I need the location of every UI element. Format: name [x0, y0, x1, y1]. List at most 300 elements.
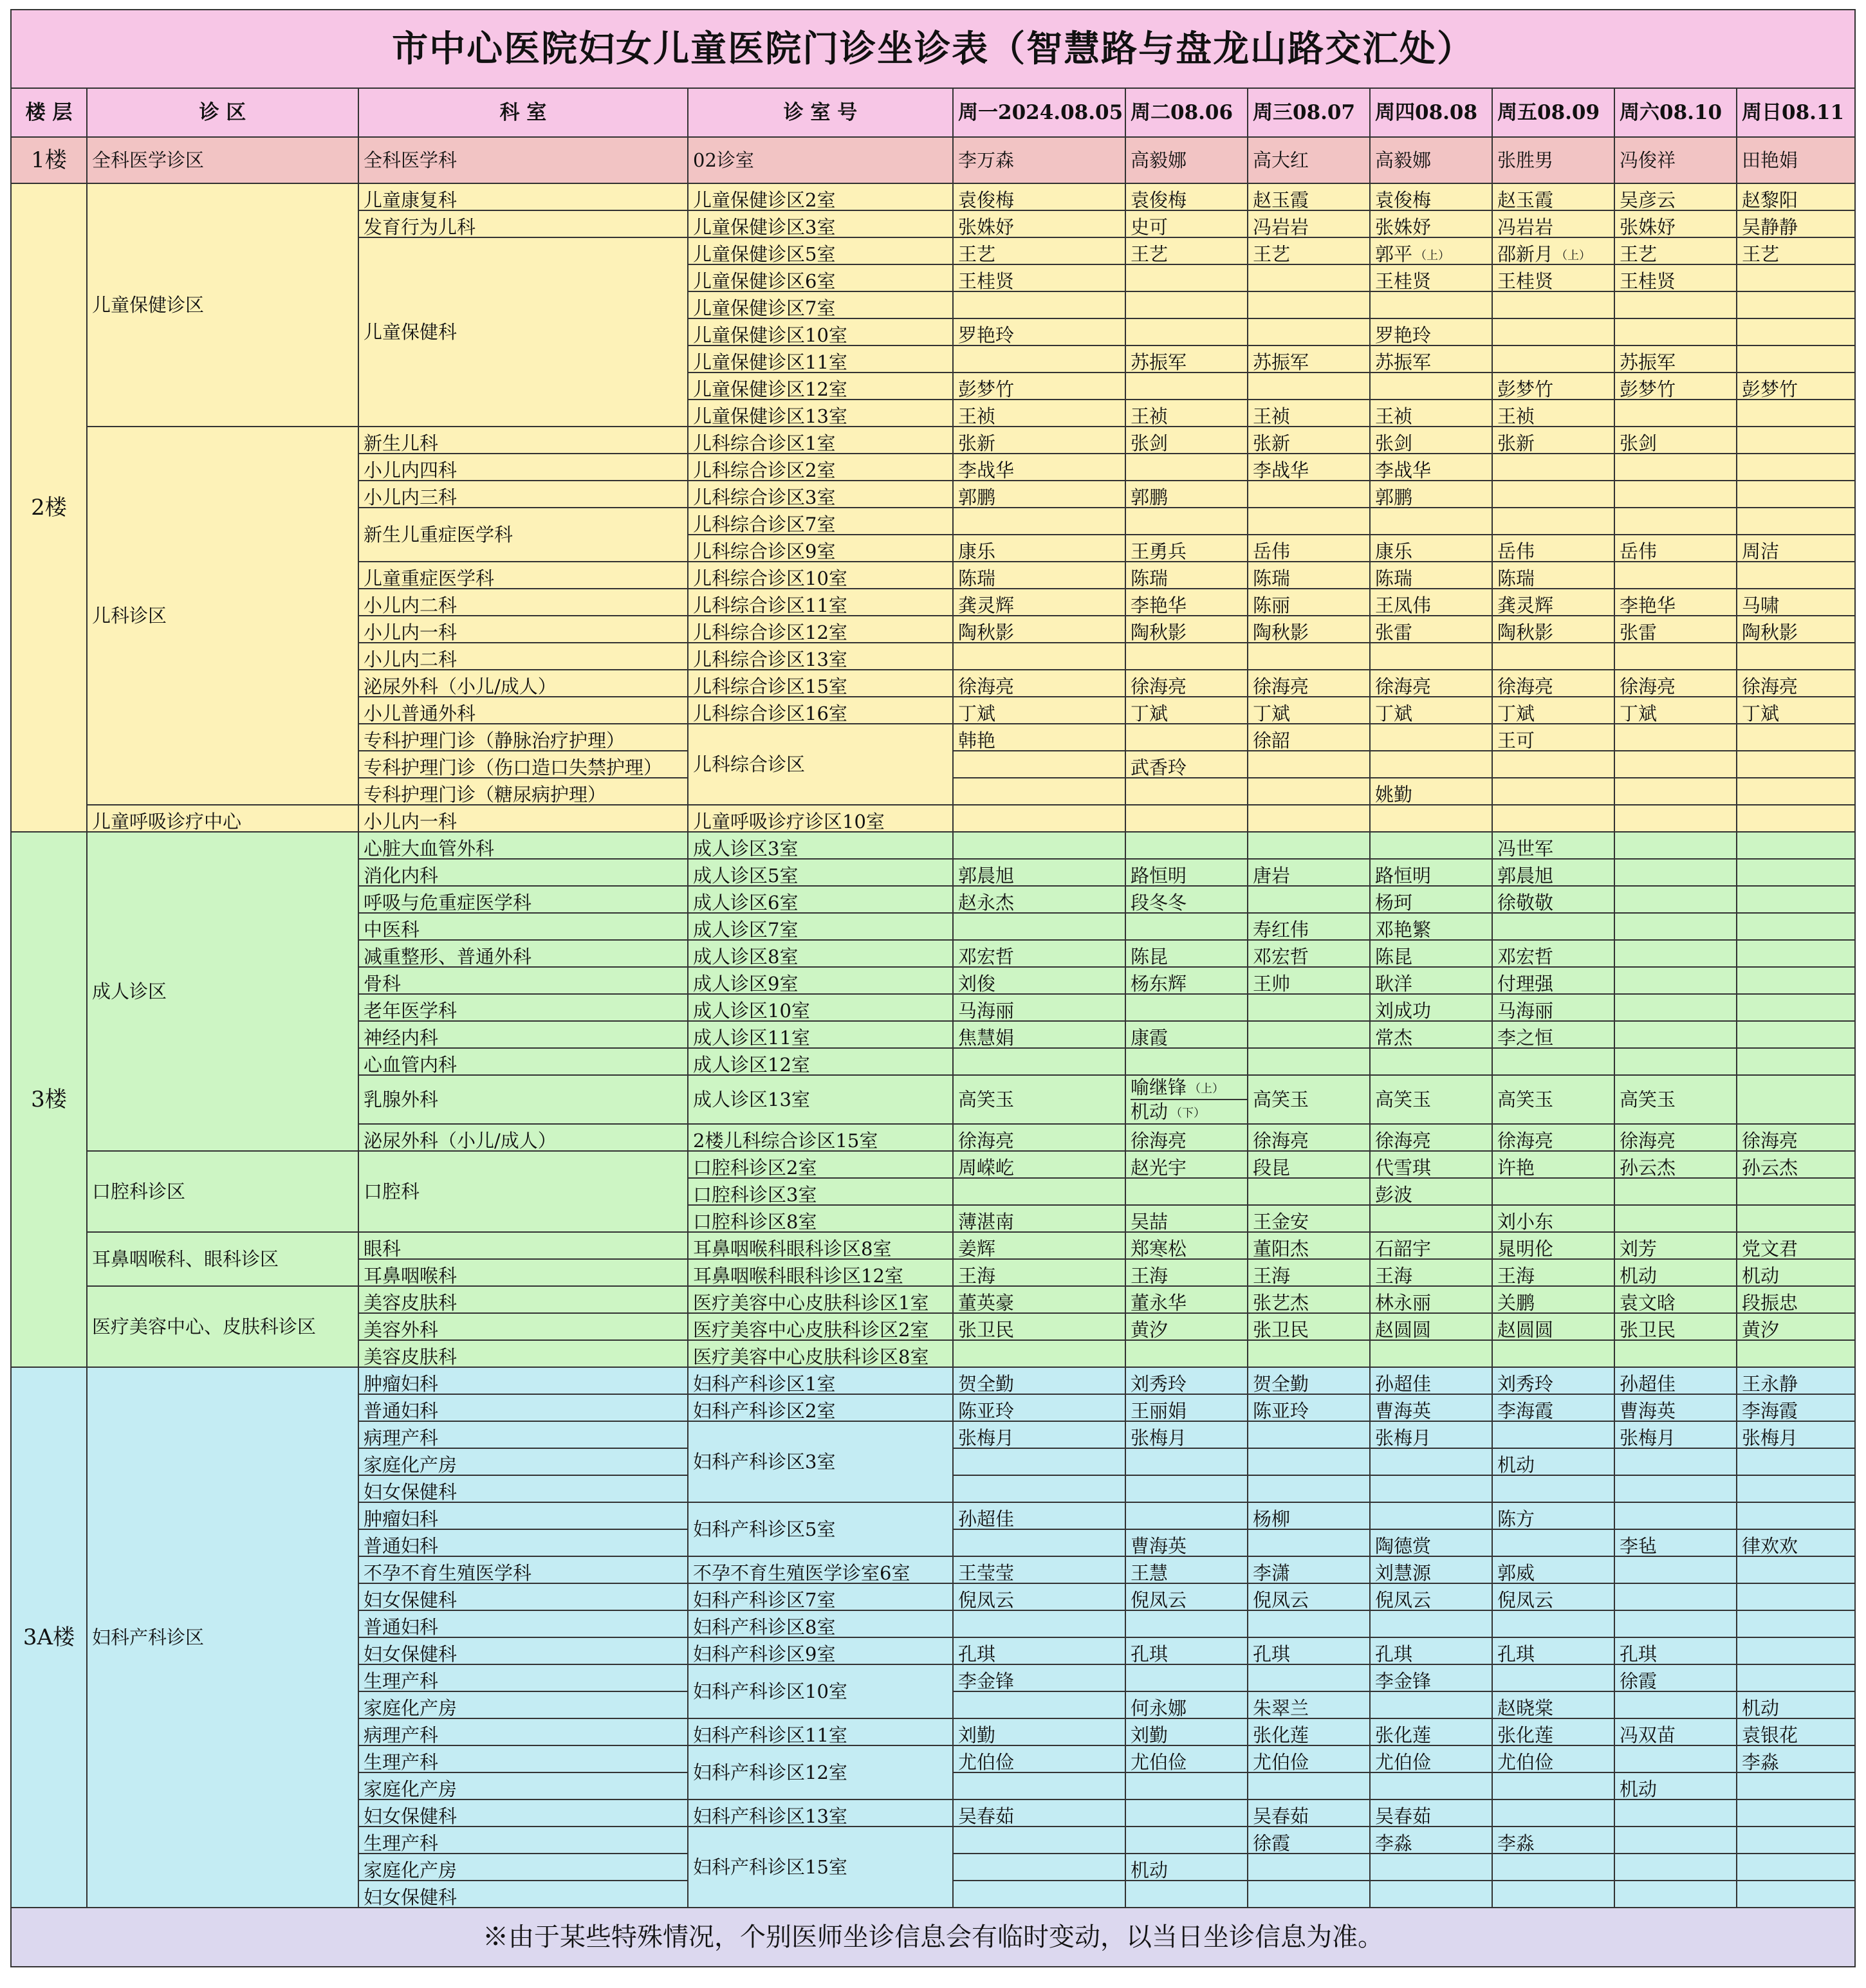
- doctor-cell: [1737, 1881, 1855, 1908]
- doctor-cell: [1370, 508, 1492, 535]
- doctor-name: 马啸: [1742, 594, 1780, 616]
- doctor-cell: [1125, 1021, 1248, 1048]
- dept-cell: 生理产科: [358, 1664, 688, 1691]
- doctor-cell: [1737, 1799, 1855, 1827]
- room-cell: 妇科产科诊区13室: [688, 1799, 953, 1827]
- doctor-name: 罗艳玲: [1375, 324, 1432, 345]
- doctor-cell: [1614, 1583, 1737, 1610]
- doctor-cell: [1248, 481, 1370, 508]
- doctor-cell: [1737, 1610, 1855, 1637]
- doctor-cell: [1614, 616, 1737, 643]
- doctor-name: 晁明伦: [1497, 1238, 1554, 1259]
- floor-3-section: [11, 832, 1855, 1367]
- dept-cell: 小儿内一科: [358, 805, 688, 832]
- doctor-cell: [1370, 1718, 1492, 1745]
- doctor-cell: [953, 1124, 1125, 1151]
- doctor-cell: [1370, 1691, 1492, 1718]
- doctor-cell: [953, 994, 1125, 1021]
- room-cell: 妇科产科诊区10室: [688, 1664, 953, 1718]
- doctor-name: 董阳杰: [1253, 1238, 1309, 1259]
- doctor-name: 王祯: [1253, 405, 1291, 427]
- doctor-cell: [1370, 994, 1492, 1021]
- doctor-cell: [1370, 616, 1492, 643]
- room-cell: 成人诊区13室: [688, 1075, 953, 1124]
- room-cell: 儿科综合诊区12室: [688, 616, 953, 643]
- doctor-cell: [953, 318, 1125, 345]
- doctor-name: 倪凤云: [1375, 1589, 1432, 1610]
- doctor-cell: [1125, 183, 1248, 210]
- doctor-name: 吴喆: [1131, 1211, 1169, 1232]
- dept-cell: 妇女保健科: [358, 1637, 688, 1664]
- dept-cell: 小儿内二科: [358, 589, 688, 616]
- doctor-cell: [1248, 1827, 1370, 1854]
- doctor-cell: [1737, 183, 1855, 210]
- room-cell: 成人诊区11室: [688, 1021, 953, 1048]
- doctor-cell: [1737, 210, 1855, 237]
- doctor-name: 曹海英: [1375, 1400, 1432, 1421]
- doctor-cell: [1737, 940, 1855, 967]
- dept-cell: 普通妇科: [358, 1529, 688, 1556]
- doctor-cell: [1125, 1421, 1248, 1448]
- shift-line: [1131, 1099, 1247, 1123]
- schedule-sheet: [10, 9, 1854, 1978]
- doctor-cell: [1125, 967, 1248, 994]
- doctor-cell: [953, 805, 1125, 832]
- doctor-name: 孙超佳: [1620, 1373, 1676, 1394]
- doctor-cell: [1125, 832, 1248, 859]
- doctor-cell: [1125, 805, 1248, 832]
- doctor-cell: [1614, 1502, 1737, 1529]
- room-cell: 妇科产科诊区8室: [688, 1610, 953, 1637]
- doctor-cell: [1614, 400, 1737, 427]
- doctor-cell: [1737, 373, 1855, 400]
- doctor-cell: [1614, 1529, 1737, 1556]
- doctor-name: 刘小东: [1497, 1211, 1554, 1232]
- doctor-name: 机动: [1742, 1697, 1780, 1718]
- doctor-cell: [1492, 1583, 1614, 1610]
- doctor-cell: [1737, 1151, 1855, 1178]
- page-title: 市中心医院妇女儿童医院门诊坐诊表（智慧路与盘龙山路交汇处）: [11, 10, 1855, 88]
- doctor-cell: [1614, 237, 1737, 264]
- room-cell: 口腔科诊区8室: [688, 1205, 953, 1232]
- room-cell: 儿科综合诊区7室: [688, 508, 953, 535]
- doctor-cell: [1125, 1178, 1248, 1205]
- doctor-name: 路恒明: [1131, 865, 1187, 886]
- doctor-cell: [1492, 1827, 1614, 1854]
- floor-label: 3A楼: [11, 1367, 87, 1908]
- doctor-cell: [1737, 1313, 1855, 1340]
- doctor-cell: [1737, 724, 1855, 751]
- doctor-cell: [1614, 1718, 1737, 1745]
- dept-cell: 减重整形、普通外科: [358, 940, 688, 967]
- doctor-name: 张姝妤: [1620, 216, 1676, 237]
- doctor-cell: [1248, 1075, 1370, 1124]
- doctor-name: 张艺杰: [1253, 1292, 1309, 1313]
- doctor-cell: [953, 697, 1125, 724]
- doctor-cell: [1248, 427, 1370, 454]
- doctor-cell: [1125, 1367, 1248, 1394]
- doctor-cell: [1737, 237, 1855, 264]
- half-day-mark: （下）: [1170, 1107, 1206, 1120]
- doctor-cell: [1125, 1475, 1248, 1502]
- doctor-cell: [1614, 1556, 1737, 1583]
- doctor-cell: [1492, 210, 1614, 237]
- doctor-name: 李战华: [958, 459, 1015, 481]
- doctor-name: 孙超佳: [1375, 1373, 1432, 1394]
- room-cell: 成人诊区8室: [688, 940, 953, 967]
- doctor-cell: [1370, 1421, 1492, 1448]
- doctor-name: 徐敬敬: [1497, 892, 1554, 913]
- doctor-cell: 冯俊祥: [1614, 137, 1737, 183]
- dept-cell: 消化内科: [358, 859, 688, 886]
- doctor-cell: [1125, 778, 1248, 805]
- doctor-name: 付理强: [1497, 973, 1554, 994]
- room-cell: 妇科产科诊区5室: [688, 1502, 953, 1556]
- zone-label: 全科医学诊区: [87, 137, 358, 183]
- doctor-cell: [1492, 1772, 1614, 1799]
- dept-cell: 妇女保健科: [358, 1799, 688, 1827]
- doctor-name: 尤伯俭: [1497, 1751, 1554, 1772]
- doctor-cell: [1614, 1075, 1737, 1124]
- doctor-name: 贺全勤: [958, 1373, 1015, 1394]
- room-cell: 妇科产科诊区11室: [688, 1718, 953, 1745]
- doctor-cell: [1492, 805, 1614, 832]
- doctor-name: 高笑玉: [1253, 1088, 1309, 1110]
- doctor-cell: [1248, 913, 1370, 940]
- floor-label: 2楼: [11, 183, 87, 832]
- doctor-name: 姜辉: [958, 1238, 996, 1259]
- doctor-cell: [953, 1583, 1125, 1610]
- room-cell: 妇科产科诊区1室: [688, 1367, 953, 1394]
- doctor-name: 吴静静: [1742, 216, 1798, 237]
- doctor-cell: [1248, 643, 1370, 670]
- doctor-cell: [1492, 724, 1614, 751]
- doctor-name: 徐韶: [1253, 730, 1291, 751]
- doctor-name: 郑寒松: [1131, 1238, 1187, 1259]
- doctor-cell: [1370, 751, 1492, 778]
- doctor-cell: [1248, 805, 1370, 832]
- doctor-name: 倪凤云: [958, 1589, 1015, 1610]
- doctor-cell: [953, 1340, 1125, 1367]
- doctor-cell: [1614, 1691, 1737, 1718]
- doctor-cell: [1370, 1448, 1492, 1475]
- doctor-cell: [1125, 913, 1248, 940]
- doctor-cell: [1370, 318, 1492, 345]
- doctor-cell: [1737, 345, 1855, 373]
- doctor-cell: [953, 778, 1125, 805]
- doctor-name: 张卫民: [1253, 1319, 1309, 1340]
- doctor-name: 丁斌: [1742, 703, 1780, 724]
- doctor-name: 张雷: [1620, 621, 1658, 643]
- doctor-cell: [1125, 751, 1248, 778]
- doctor-name: 张新: [1253, 432, 1291, 454]
- col-header-floor: 楼 层: [11, 88, 87, 137]
- table-row: [11, 1367, 1855, 1394]
- room-cell: 成人诊区5室: [688, 859, 953, 886]
- doctor-cell: [953, 913, 1125, 940]
- doctor-cell: [1492, 940, 1614, 967]
- doctor-name: 徐海亮: [1375, 1130, 1432, 1151]
- doctor-cell: [1737, 616, 1855, 643]
- doctor-name: 刘秀玲: [1497, 1373, 1554, 1394]
- doctor-cell: [1492, 1313, 1614, 1340]
- doctor-cell: [1492, 1421, 1614, 1448]
- dept-cell: 眼科: [358, 1232, 688, 1259]
- doctor-name: 吴春茹: [1375, 1805, 1432, 1827]
- doctor-name: 冯岩岩: [1253, 216, 1309, 237]
- doctor-cell: [1248, 1259, 1370, 1286]
- doctor-cell: [1370, 1259, 1492, 1286]
- room-cell: 成人诊区10室: [688, 994, 953, 1021]
- doctor-cell: [1737, 778, 1855, 805]
- doctor-name: 袁俊梅: [958, 189, 1015, 210]
- doctor-cell: [1370, 697, 1492, 724]
- doctor-cell: [1370, 1394, 1492, 1421]
- doctor-name: 杨珂: [1375, 892, 1413, 913]
- doctor-cell: [953, 427, 1125, 454]
- doctor-cell: [1492, 1259, 1614, 1286]
- doctor-cell: [1248, 1691, 1370, 1718]
- doctor-name: 机动: [1497, 1454, 1535, 1475]
- doctor-cell: [1492, 1691, 1614, 1718]
- doctor-name: 郭晨旭: [1497, 865, 1554, 886]
- doctor-name: 龚灵辉: [1497, 594, 1554, 616]
- doctor-cell: [1737, 535, 1855, 562]
- doctor-cell: [1614, 1124, 1737, 1151]
- doctor-name: 律欢欢: [1742, 1535, 1798, 1556]
- doctor-cell: [1492, 345, 1614, 373]
- doctor-name: 马海丽: [1497, 1000, 1554, 1021]
- doctor-name: 黄汐: [1742, 1319, 1780, 1340]
- doctor-cell: [1737, 643, 1855, 670]
- doctor-cell: [1125, 1827, 1248, 1854]
- room-cell: 成人诊区7室: [688, 913, 953, 940]
- room-cell: 成人诊区3室: [688, 832, 953, 859]
- doctor-cell: [1370, 1610, 1492, 1637]
- doctor-cell: [1492, 1367, 1614, 1394]
- doctor-cell: [1125, 237, 1248, 264]
- dept-cell: 骨科: [358, 967, 688, 994]
- doctor-cell: [1614, 967, 1737, 994]
- doctor-cell: [1370, 1583, 1492, 1610]
- doctor-name: 张姝妤: [1375, 216, 1432, 237]
- dept-cell: 乳腺外科: [358, 1075, 688, 1124]
- doctor-cell: [1370, 1881, 1492, 1908]
- doctor-name: 代雪琪: [1375, 1157, 1432, 1178]
- dept-cell: 呼吸与危重症医学科: [358, 886, 688, 913]
- doctor-name: 张姝妤: [958, 216, 1015, 237]
- doctor-name: 耿洋: [1375, 973, 1413, 994]
- doctor-name: 何永娜: [1131, 1697, 1187, 1718]
- doctor-cell: [1248, 859, 1370, 886]
- doctor-cell: [1737, 1421, 1855, 1448]
- zone-label: 儿童呼吸诊疗中心: [87, 805, 358, 832]
- doctor-cell: [1248, 670, 1370, 697]
- doctor-cell: [1614, 454, 1737, 481]
- doctor-cell: [1614, 1048, 1737, 1075]
- doctor-cell: [1614, 318, 1737, 345]
- doctor-name: 刘勤: [958, 1724, 996, 1745]
- doctor-cell: [1125, 616, 1248, 643]
- doctor-cell: [1370, 1232, 1492, 1259]
- split-shift: [1131, 1076, 1247, 1123]
- doctor-cell: [1614, 1881, 1737, 1908]
- doctor-cell: [1737, 1286, 1855, 1313]
- doctor-cell: [953, 1502, 1125, 1529]
- doctor-cell: [1492, 1718, 1614, 1745]
- room-cell: 儿童呼吸诊疗诊区10室: [688, 805, 953, 832]
- doctor-cell: [1248, 318, 1370, 345]
- doctor-name: 罗艳玲: [958, 324, 1015, 345]
- doctor-name: 丁斌: [958, 703, 996, 724]
- doctor-cell: [1248, 1854, 1370, 1881]
- doctor-name: 陈昆: [1375, 946, 1413, 967]
- doctor-name: 陈方: [1497, 1508, 1535, 1529]
- doctor-name: 喻继锋: [1131, 1076, 1187, 1098]
- doctor-cell: [1370, 832, 1492, 859]
- doctor-name: 邓艳繁: [1375, 919, 1432, 940]
- doctor-cell: [1248, 1556, 1370, 1583]
- doctor-cell: [1737, 1556, 1855, 1583]
- doctor-name: 彭梦竹: [1497, 378, 1554, 400]
- doctor-cell: [1370, 345, 1492, 373]
- doctor-name: 陈瑞: [1131, 567, 1169, 589]
- doctor-name: 赵永杰: [958, 892, 1015, 913]
- doctor-name: 张梅月: [1620, 1427, 1676, 1448]
- doctor-cell: [1248, 1367, 1370, 1394]
- doctor-cell: [1248, 1124, 1370, 1151]
- doctor-cell: [1614, 562, 1737, 589]
- doctor-cell: [1492, 373, 1614, 400]
- dept-cell: 小儿内四科: [358, 454, 688, 481]
- doctor-cell: [1737, 1367, 1855, 1394]
- room-cell: 儿童保健诊区11室: [688, 345, 953, 373]
- doctor-cell: [1737, 1448, 1855, 1475]
- doctor-name: 王艺: [1742, 243, 1780, 264]
- doctor-name: 孙超佳: [958, 1508, 1015, 1529]
- doctor-cell: [1737, 832, 1855, 859]
- doctor-cell: [1492, 859, 1614, 886]
- doctor-cell: [1370, 1367, 1492, 1394]
- doctor-name: 周洁: [1742, 540, 1780, 562]
- doctor-cell: [1614, 670, 1737, 697]
- doctor-cell: [1370, 643, 1492, 670]
- doctor-cell: [953, 345, 1125, 373]
- doctor-cell: [1125, 1151, 1248, 1178]
- dept-cell: 发育行为儿科: [358, 210, 688, 237]
- doctor-cell: [1370, 237, 1492, 264]
- doctor-name: 彭梦竹: [1620, 378, 1676, 400]
- col-header-fri: 周五08.09: [1492, 88, 1614, 137]
- doctor-name: 冯双苗: [1620, 1724, 1676, 1745]
- doctor-name: 赵黎阳: [1742, 189, 1798, 210]
- doctor-cell: [1614, 291, 1737, 318]
- doctor-name: 徐海亮: [1131, 1130, 1187, 1151]
- doctor-cell: [953, 832, 1125, 859]
- doctor-cell: [953, 1637, 1125, 1664]
- doctor-cell: [1614, 1021, 1737, 1048]
- dept-cell: 普通妇科: [358, 1610, 688, 1637]
- doctor-name: 邓宏哲: [1253, 946, 1309, 967]
- doctor-cell: [1492, 535, 1614, 562]
- doctor-name: 关鹏: [1497, 1292, 1535, 1313]
- col-header-sat: 周六08.10: [1614, 88, 1737, 137]
- doctor-name: 刘芳: [1620, 1238, 1658, 1259]
- doctor-cell: [1492, 1529, 1614, 1556]
- doctor-cell: [1248, 832, 1370, 859]
- doctor-cell: [1125, 1448, 1248, 1475]
- doctor-cell: [1737, 1745, 1855, 1772]
- doctor-cell: [1614, 1286, 1737, 1313]
- doctor-cell: [1614, 751, 1737, 778]
- doctor-name: 许艳: [1497, 1157, 1535, 1178]
- doctor-cell: [1614, 1610, 1737, 1637]
- doctor-cell: [953, 1854, 1125, 1881]
- doctor-name: 尤伯俭: [1375, 1751, 1432, 1772]
- doctor-name: 王帅: [1253, 973, 1291, 994]
- doctor-name: 陶秋影: [1497, 621, 1554, 643]
- doctor-cell: [1614, 1799, 1737, 1827]
- doctor-name: 马海丽: [958, 1000, 1015, 1021]
- doctor-name: 机动: [1620, 1265, 1658, 1286]
- doctor-cell: [1492, 1881, 1614, 1908]
- doctor-cell: [1125, 1529, 1248, 1556]
- doctor-cell: [953, 373, 1125, 400]
- doctor-cell: [953, 264, 1125, 291]
- doctor-name: 张新: [958, 432, 996, 454]
- doctor-name: 李之恒: [1497, 1027, 1554, 1048]
- doctor-cell: [1737, 427, 1855, 454]
- doctor-name: 王海: [958, 1265, 996, 1286]
- doctor-cell: [1614, 1448, 1737, 1475]
- zone-label: 成人诊区: [87, 832, 358, 1151]
- doctor-cell: [1248, 1340, 1370, 1367]
- doctor-cell: [1492, 1205, 1614, 1232]
- doctor-cell: [1248, 400, 1370, 427]
- doctor-cell: [1370, 1664, 1492, 1691]
- doctor-cell: [1125, 859, 1248, 886]
- doctor-cell: [1370, 589, 1492, 616]
- doctor-cell: [953, 183, 1125, 210]
- doctor-cell: [1614, 697, 1737, 724]
- doctor-name: 王海: [1375, 1265, 1413, 1286]
- doctor-cell: [1370, 264, 1492, 291]
- doctor-cell: [1492, 1075, 1614, 1124]
- doctor-cell: [953, 1881, 1125, 1908]
- doctor-name: 李海霞: [1742, 1400, 1798, 1421]
- doctor-name: 丁斌: [1375, 703, 1413, 724]
- zone-label: 妇科产科诊区: [87, 1367, 358, 1908]
- doctor-name: 张化莲: [1375, 1724, 1432, 1745]
- doctor-cell: 田艳娟: [1737, 137, 1855, 183]
- doctor-name: 邵新月: [1497, 243, 1554, 264]
- doctor-cell: [1248, 1021, 1370, 1048]
- doctor-cell: [1492, 1502, 1614, 1529]
- doctor-cell: [1370, 1827, 1492, 1854]
- doctor-cell: [1737, 1340, 1855, 1367]
- doctor-cell: [1248, 1664, 1370, 1691]
- dept-cell: 小儿内二科: [358, 643, 688, 670]
- floor-label: 1楼: [11, 137, 87, 183]
- doctor-name: 袁文晗: [1620, 1292, 1676, 1313]
- doctor-cell: [1737, 967, 1855, 994]
- doctor-name: 吴春茹: [1253, 1805, 1309, 1827]
- doctor-cell: [1370, 670, 1492, 697]
- room-cell: 儿科综合诊区15室: [688, 670, 953, 697]
- dept-cell: 小儿内三科: [358, 481, 688, 508]
- doctor-cell: [1492, 967, 1614, 994]
- doctor-name: 张化莲: [1253, 1724, 1309, 1745]
